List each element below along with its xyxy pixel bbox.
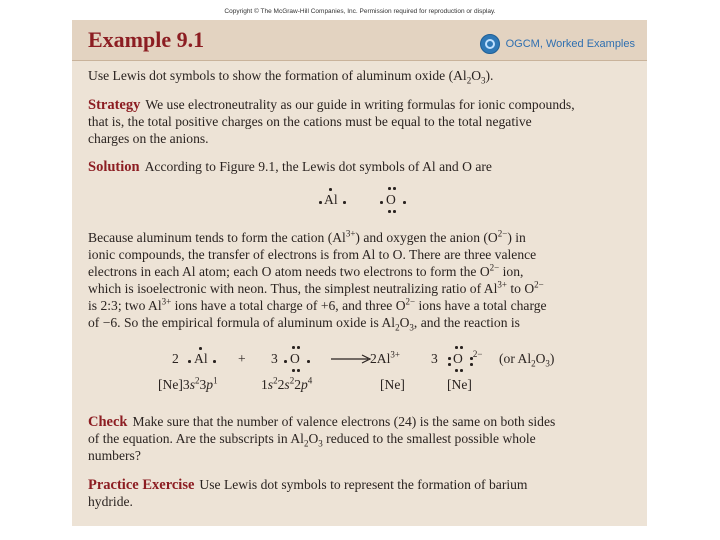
- electron-dot: [188, 360, 191, 363]
- check-line-2: of the equation. Are the subscripts in $Al_2O_3$ reduced to the smallest possible whole: [88, 431, 536, 449]
- plus-sign: +: [238, 351, 246, 366]
- electron-dot: [297, 346, 300, 349]
- electron-dot: [307, 360, 310, 363]
- al-symbol: Al: [324, 192, 338, 207]
- electron-dot: [455, 346, 458, 349]
- example-header: [72, 20, 647, 60]
- practice-line-2: hydride.: [88, 494, 133, 509]
- header-divider: [72, 60, 647, 61]
- check-label: Check: [88, 414, 128, 430]
- body-line-4: which is isoelectronic with neon. Thus, the simplest neutralizing ratio of $Al^{3+}$ to $O^{2-}$: [88, 279, 544, 296]
- copyright-notice: Copyright © The McGraw-Hill Companies, Inc. Permission required for reproduction or display.: [224, 8, 496, 15]
- solution-label: Solution: [88, 159, 140, 175]
- textbook-page: [72, 20, 647, 526]
- alt-formula: (or $Al_2O_3$): [499, 351, 555, 369]
- electron-dot: [343, 201, 346, 204]
- electron-dot: [388, 187, 391, 190]
- reaction-arrow: [330, 353, 374, 365]
- config-al-ion: [Ne]: [380, 377, 405, 392]
- coef-o: 3: [271, 351, 278, 366]
- electron-dot: [448, 357, 451, 360]
- electron-dot: [199, 347, 202, 350]
- electron-dot: [393, 187, 396, 190]
- config-o: $1s^22s^22p^4$: [261, 375, 313, 392]
- electron-dot: [403, 201, 406, 204]
- solution-line: Solution According to Figure 9.1, the Lewis dot symbols of Al and O are: [88, 159, 492, 175]
- product-o-ion: O $^{2-}$: [453, 349, 483, 366]
- ogcm-link[interactable]: [480, 34, 635, 54]
- strategy-line-2: that is, the total positive charges on the cations must be equal to the total negative: [88, 114, 532, 129]
- eq-o-symbol: O: [290, 351, 300, 366]
- strategy-line-1: Strategy We use electroneutrality as our guide in writing formulas for ionic compounds,: [88, 97, 575, 113]
- electron-dot: [388, 210, 391, 213]
- body-line-3: electrons in each Al atom; each O atom needs two electrons to form the $O^{2-}$ ion,: [88, 262, 524, 279]
- coef-o-ion: 3: [431, 351, 438, 366]
- electron-dot: [460, 346, 463, 349]
- ogcm-label: OGCM, Worked Examples: [505, 38, 635, 50]
- electron-dot: [448, 363, 451, 366]
- electron-dot: [470, 363, 473, 366]
- practice-line-1: Practice Exercise Use Lewis dot symbols to represent the formation of barium: [88, 477, 528, 493]
- electron-dot: [470, 357, 473, 360]
- strategy-line-3: charges on the anions.: [88, 131, 209, 146]
- config-al: $[Ne]3s^23p^1$: [158, 375, 218, 392]
- electron-dot: [380, 201, 383, 204]
- electron-dot: [455, 369, 458, 372]
- ogcm-cd-icon: [480, 34, 500, 54]
- electron-dot: [329, 188, 332, 191]
- electron-dot: [460, 369, 463, 372]
- body-line-5: is 2:3; two $Al^{3+}$ ions have a total charge of +6, and three $O^{2-}$ ions have a total charge: [88, 296, 547, 313]
- check-line-1: Check Make sure that the number of valence electrons (24) is the same on both sides: [88, 414, 556, 430]
- electron-dot: [213, 360, 216, 363]
- body-line-1: Because aluminum tends to form the cation $(Al^{3+})$ and oxygen the anion $(O^{2-})$ in: [88, 228, 526, 245]
- config-o-ion: [Ne]: [447, 377, 472, 392]
- problem-statement: Use Lewis dot symbols to show the formation of aluminum oxide $(Al_2O_3)$.: [88, 68, 494, 86]
- electron-dot: [292, 369, 295, 372]
- electron-dot: [292, 346, 295, 349]
- body-line-6: of −6. So the empirical formula of aluminum oxide is $Al_2O_3$, and the reaction is: [88, 315, 520, 333]
- body-line-2: ionic compounds, the transfer of electrons is from Al to O. There are three valence: [88, 247, 537, 262]
- coef-al: 2: [172, 351, 179, 366]
- electron-dot: [284, 360, 287, 363]
- strategy-label: Strategy: [88, 97, 141, 113]
- eq-al-symbol: Al: [194, 351, 208, 366]
- o-symbol: O: [386, 192, 396, 207]
- electron-dot: [297, 369, 300, 372]
- example-title: Example 9.1: [88, 27, 205, 52]
- product-al-ion: $2Al^{3+}$: [370, 349, 400, 366]
- check-line-3: numbers?: [88, 448, 141, 463]
- electron-dot: [319, 201, 322, 204]
- electron-dot: [393, 210, 396, 213]
- practice-label: Practice Exercise: [88, 477, 195, 493]
